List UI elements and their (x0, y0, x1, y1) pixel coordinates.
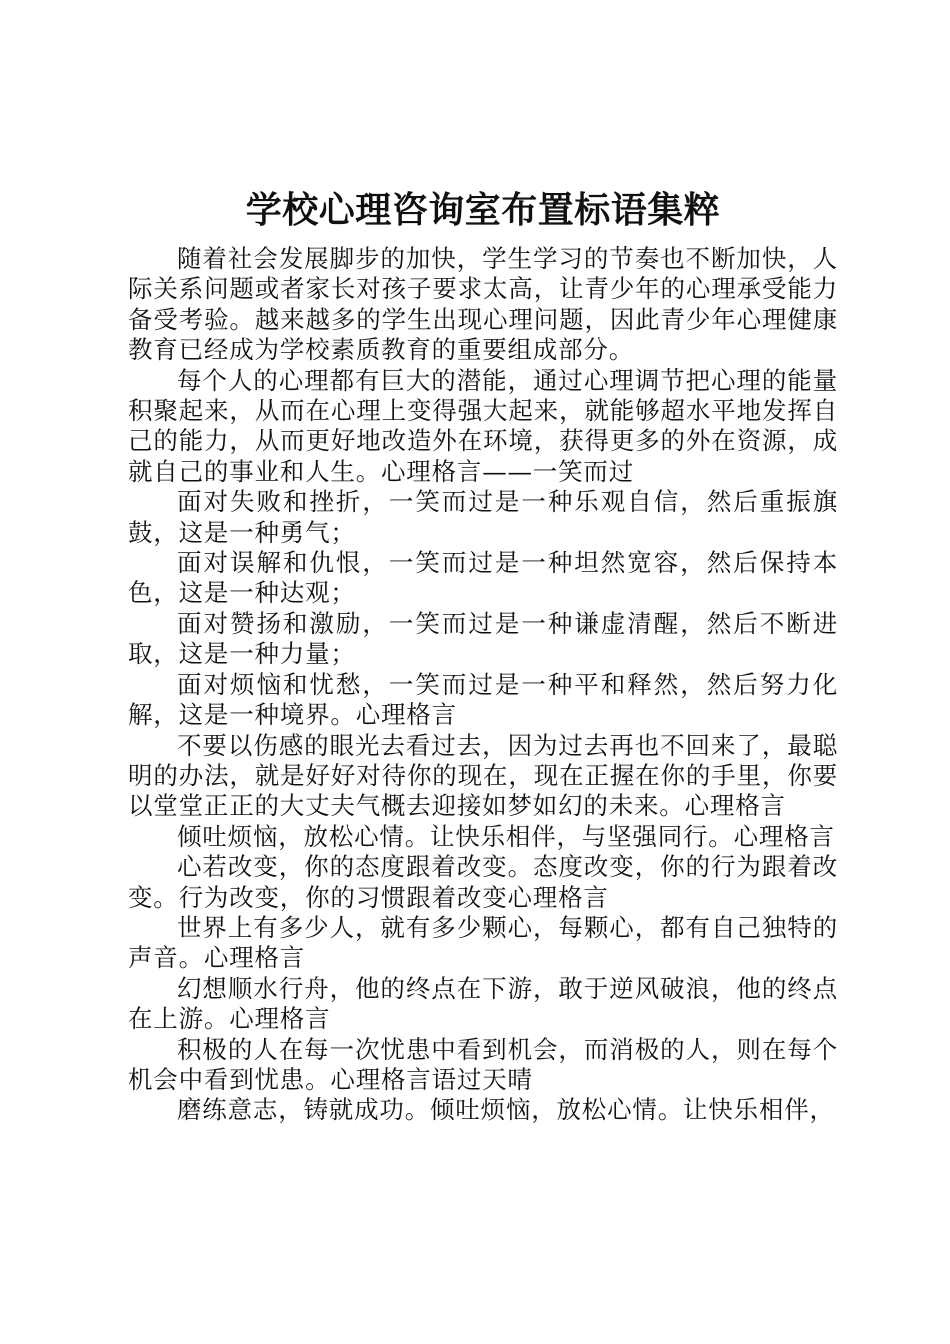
paragraph-positive: 积极的人在每一次忧患中看到机会，而消极的人，则在每个机会中看到忧患。心理格言语过天晴 (128, 1034, 838, 1094)
paragraph-change: 心若改变，你的态度跟着改变。态度改变，你的行为跟着改变。行为改变，你的习惯跟着改变心理格言 (128, 852, 838, 912)
paragraph-past: 不要以伤感的眼光去看过去，因为过去再也不回来了，最聪明的办法，就是好好对待你的现在，现在正握在你的手里，你要以堂堂正正的大丈夫气概去迎接如梦如幻的未来。心理格言 (128, 730, 838, 821)
paragraph-failure: 面对失败和挫折，一笑而过是一种乐观自信，然后重振旗鼓，这是一种勇气； (128, 487, 838, 547)
paragraph-misunderstanding: 面对误解和仇恨，一笑而过是一种坦然宽容，然后保持本色，这是一种达观； (128, 548, 838, 608)
paragraph-praise: 面对赞扬和激励，一笑而过是一种谦虚清醒，然后不断进取，这是一种力量； (128, 608, 838, 669)
paragraph-intro: 随着社会发展脚步的加快，学生学习的节奏也不断加快，人际关系问题或者家长对孩子要求太高，让青少年的心理承受能力备受考验。越来越多的学生出现心理问题，因此青少年心理健康教育已经成为学校素质教育的重要组成部分。 (128, 244, 838, 365)
paragraph-upstream: 幻想顺水行舟，他的终点在下游，敢于逆风破浪，他的终点在上游。心理格言 (128, 973, 838, 1034)
document-title: 学校心理咨询室布置标语集粹 (245, 189, 721, 231)
document-page (128, 188, 838, 1126)
paragraph-willpower: 磨练意志，铸就成功。倾吐烦恼，放松心情。让快乐相伴， (177, 1095, 835, 1125)
paragraph-worry: 面对烦恼和忧愁，一笑而过是一种平和释然，然后努力化解，这是一种境界。心理格言 (128, 669, 838, 730)
paragraph-hearts: 世界上有多少人，就有多少颗心，每颗心，都有自己独特的声音。心理格言 (128, 912, 838, 973)
paragraph-relax: 倾吐烦恼，放松心情。让快乐相伴，与坚强同行。心理格言 (177, 821, 835, 851)
paragraph-potential: 每个人的心理都有巨大的潜能，通过心理调节把心理的能量积聚起来，从而在心理上变得强大起来，就能够超水平地发挥自己的能力，从而更好地改造外在环境，获得更多的外在资源，成就自己的事业和人生。心理格言——一笑而过 (128, 365, 838, 486)
